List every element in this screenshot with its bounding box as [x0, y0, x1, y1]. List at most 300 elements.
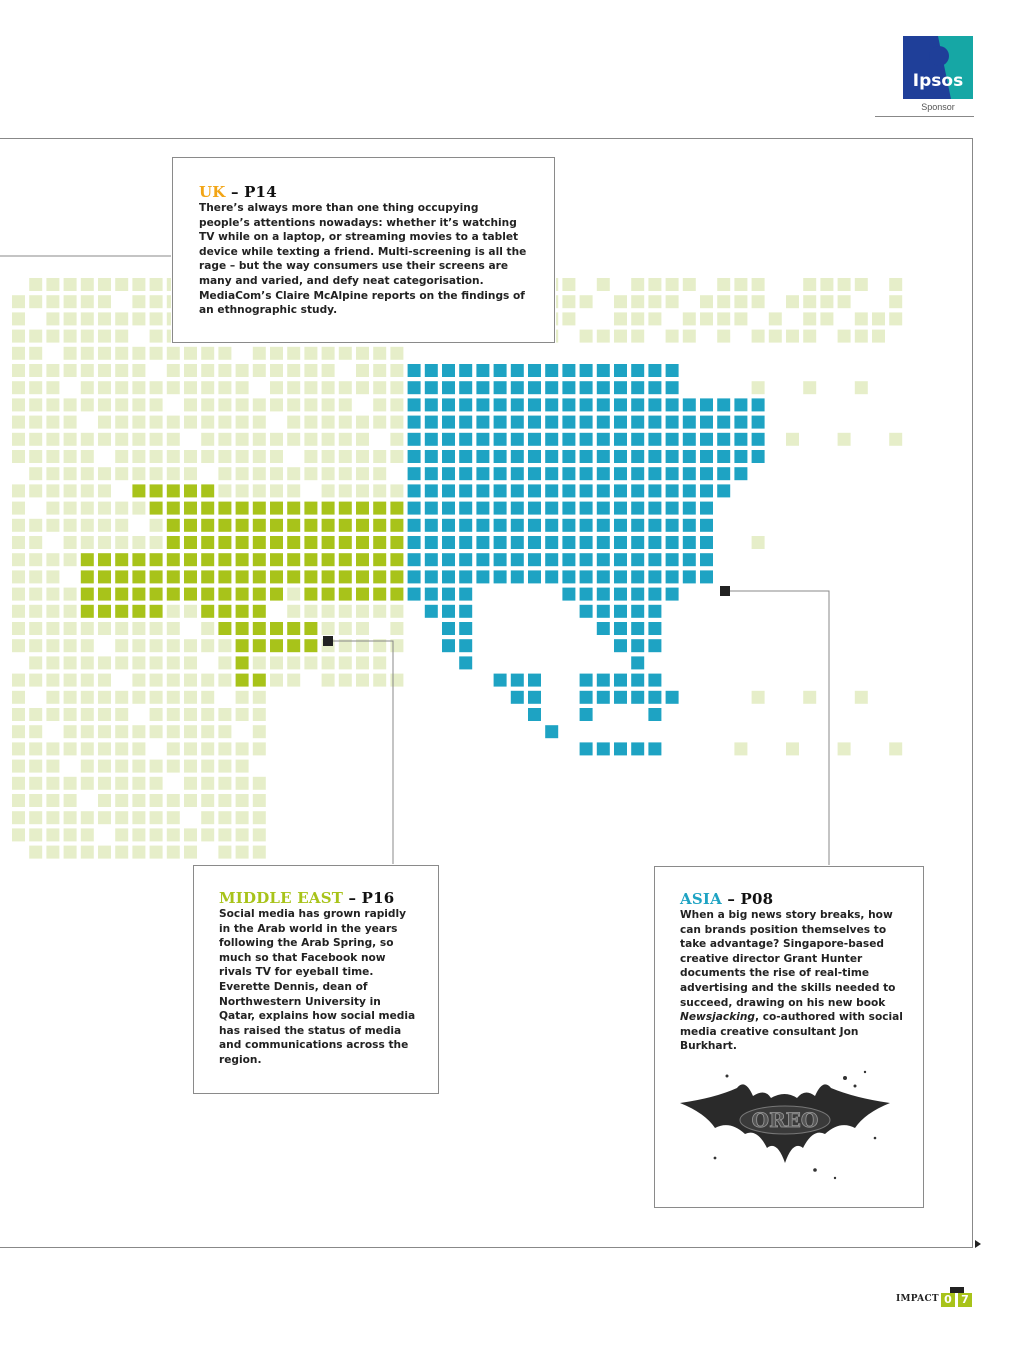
map-cell [339, 622, 352, 635]
map-cell-middle-east [236, 588, 249, 601]
asia-body [680, 908, 905, 1054]
map-cell-asia [494, 364, 507, 377]
map-cell [81, 381, 94, 394]
map-cell [838, 742, 851, 755]
map-cell [184, 656, 197, 669]
map-cell [46, 484, 59, 497]
map-cell [184, 416, 197, 429]
map-cell-middle-east [201, 588, 214, 601]
map-cell-asia [597, 484, 610, 497]
map-cell-asia [631, 639, 644, 652]
map-cell-asia [614, 570, 627, 583]
map-cell [167, 622, 180, 635]
map-cell-asia [614, 639, 627, 652]
map-cell [98, 760, 111, 773]
map-cell-middle-east [132, 484, 145, 497]
map-cell-asia [408, 570, 421, 583]
map-cell [81, 433, 94, 446]
map-cell [666, 278, 679, 291]
map-cell [218, 828, 231, 841]
map-cell [666, 295, 679, 308]
map-cell [339, 416, 352, 429]
map-cell [218, 433, 231, 446]
map-cell-asia [717, 467, 730, 480]
map-cell [201, 674, 214, 687]
map-cell-asia [700, 519, 713, 532]
map-cell-asia [631, 742, 644, 755]
map-cell-asia [666, 467, 679, 480]
map-cell-asia [666, 553, 679, 566]
map-cell [304, 605, 317, 618]
map-cell [889, 312, 902, 325]
map-cell-asia [459, 467, 472, 480]
map-cell-asia [511, 691, 524, 704]
map-cell-asia [648, 536, 661, 549]
map-cell [253, 364, 266, 377]
map-cell [64, 588, 77, 601]
map-cell-asia [425, 364, 438, 377]
map-cell [167, 708, 180, 721]
map-cell [46, 794, 59, 807]
map-cell [29, 725, 42, 738]
map-cell-middle-east [150, 605, 163, 618]
map-cell-asia [545, 364, 558, 377]
map-cell [132, 433, 145, 446]
map-cell-asia [580, 674, 593, 687]
map-cell [64, 622, 77, 635]
map-cell-asia [648, 691, 661, 704]
next-page-arrow-icon[interactable] [975, 1240, 981, 1248]
map-cell-middle-east [390, 502, 403, 515]
map-cell [236, 484, 249, 497]
map-cell-middle-east [304, 570, 317, 583]
map-cell [115, 656, 128, 669]
map-cell [752, 381, 765, 394]
map-cell [390, 674, 403, 687]
map-cell [150, 295, 163, 308]
map-cell [236, 708, 249, 721]
map-cell [322, 450, 335, 463]
map-cell-middle-east [115, 570, 128, 583]
map-cell-asia [408, 364, 421, 377]
map-cell [236, 416, 249, 429]
map-cell [81, 295, 94, 308]
map-cell [150, 656, 163, 669]
map-cell-asia [528, 364, 541, 377]
map-cell [98, 381, 111, 394]
map-cell [236, 450, 249, 463]
map-cell-middle-east [304, 536, 317, 549]
map-cell-middle-east [339, 588, 352, 601]
map-cell-middle-east [236, 570, 249, 583]
map-cell [12, 433, 25, 446]
map-cell [132, 846, 145, 859]
map-cell [115, 846, 128, 859]
map-cell-asia [631, 605, 644, 618]
map-cell-asia [580, 398, 593, 411]
map-cell [81, 330, 94, 343]
map-cell-middle-east [270, 519, 283, 532]
map-cell [803, 691, 816, 704]
map-cell [150, 398, 163, 411]
map-cell [236, 398, 249, 411]
map-cell-middle-east [201, 484, 214, 497]
map-cell-middle-east [132, 553, 145, 566]
page-number-digit-2: 7 [958, 1293, 972, 1307]
map-cell [373, 484, 386, 497]
map-cell-asia [494, 450, 507, 463]
map-cell [12, 639, 25, 652]
map-cell-asia [528, 691, 541, 704]
map-cell [717, 330, 730, 343]
map-cell [29, 467, 42, 480]
map-cell-asia [648, 364, 661, 377]
map-cell [872, 312, 885, 325]
map-cell [201, 708, 214, 721]
map-cell [253, 467, 266, 480]
map-cell [115, 777, 128, 790]
map-cell [29, 708, 42, 721]
map-cell-asia [580, 588, 593, 601]
map-cell [838, 295, 851, 308]
map-cell [46, 553, 59, 566]
map-cell-asia [528, 398, 541, 411]
map-cell [12, 519, 25, 532]
map-cell-middle-east [150, 588, 163, 601]
map-cell [46, 295, 59, 308]
map-cell [253, 846, 266, 859]
map-cell-asia [528, 502, 541, 515]
map-cell-asia [631, 656, 644, 669]
map-cell [270, 450, 283, 463]
map-cell [81, 312, 94, 325]
map-cell-asia [459, 364, 472, 377]
map-cell-asia [597, 519, 610, 532]
map-cell-asia [545, 381, 558, 394]
map-cell [167, 674, 180, 687]
map-cell-middle-east [218, 588, 231, 601]
uk-region: UK [199, 183, 226, 201]
map-cell [304, 433, 317, 446]
map-cell [115, 622, 128, 635]
map-cell [184, 381, 197, 394]
map-cell [150, 828, 163, 841]
map-cell [64, 364, 77, 377]
map-cell [184, 605, 197, 618]
map-cell-asia [614, 691, 627, 704]
map-cell [184, 794, 197, 807]
map-cell-asia [511, 398, 524, 411]
map-cell [270, 467, 283, 480]
map-cell [218, 484, 231, 497]
map-cell-asia [631, 381, 644, 394]
map-cell [98, 656, 111, 669]
map-cell-asia [425, 484, 438, 497]
map-cell [322, 381, 335, 394]
map-cell [46, 330, 59, 343]
map-cell-asia [511, 570, 524, 583]
map-cell [838, 330, 851, 343]
map-cell-asia [648, 484, 661, 497]
map-cell [167, 467, 180, 480]
map-cell [648, 278, 661, 291]
map-cell [46, 312, 59, 325]
map-cell-asia [614, 622, 627, 635]
map-cell [218, 708, 231, 721]
map-cell [236, 846, 249, 859]
map-cell [184, 398, 197, 411]
map-cell-asia [459, 622, 472, 635]
map-cell-asia [648, 433, 661, 446]
map-cell-middle-east [270, 536, 283, 549]
map-cell-asia [580, 433, 593, 446]
map-cell [12, 674, 25, 687]
map-cell [132, 691, 145, 704]
map-cell [631, 312, 644, 325]
map-cell [236, 381, 249, 394]
map-cell-asia [442, 433, 455, 446]
map-cell [12, 708, 25, 721]
map-cell [339, 347, 352, 360]
map-cell [64, 450, 77, 463]
map-cell [356, 674, 369, 687]
map-cell [29, 656, 42, 669]
map-cell [132, 828, 145, 841]
map-cell [29, 381, 42, 394]
map-cell-middle-east [322, 553, 335, 566]
map-cell-middle-east [253, 536, 266, 549]
map-cell-middle-east [253, 553, 266, 566]
map-cell [683, 330, 696, 343]
map-cell [752, 295, 765, 308]
map-cell-asia [545, 536, 558, 549]
map-cell-middle-east [356, 502, 369, 515]
map-cell [218, 347, 231, 360]
map-cell-asia [545, 519, 558, 532]
map-cell-middle-east [184, 536, 197, 549]
map-cell [339, 674, 352, 687]
map-cell [872, 330, 885, 343]
map-cell [287, 381, 300, 394]
map-cell [46, 278, 59, 291]
map-cell [98, 794, 111, 807]
map-cell [390, 605, 403, 618]
map-cell [390, 622, 403, 635]
map-cell [115, 639, 128, 652]
map-cell-middle-east [304, 502, 317, 515]
map-cell [150, 708, 163, 721]
map-cell-middle-east [236, 536, 249, 549]
map-cell-asia [648, 519, 661, 532]
map-cell [580, 295, 593, 308]
map-cell [98, 416, 111, 429]
map-cell-middle-east [115, 553, 128, 566]
uk-article-box[interactable] [172, 157, 555, 343]
map-cell [184, 364, 197, 377]
map-cell-asia [597, 381, 610, 394]
map-cell [46, 605, 59, 618]
map-cell [98, 519, 111, 532]
map-cell [184, 846, 197, 859]
map-cell [29, 278, 42, 291]
map-cell [12, 484, 25, 497]
map-cell-asia [494, 398, 507, 411]
map-cell [46, 450, 59, 463]
map-cell-asia [631, 691, 644, 704]
middle-east-article-box[interactable] [193, 865, 439, 1094]
map-cell [29, 364, 42, 377]
map-cell [167, 364, 180, 377]
map-cell-middle-east [356, 588, 369, 601]
middle-east-page: P16 [361, 889, 395, 907]
map-cell [270, 347, 283, 360]
map-cell-middle-east [184, 570, 197, 583]
map-cell [132, 794, 145, 807]
map-cell [150, 381, 163, 394]
map-cell [46, 691, 59, 704]
map-cell [115, 381, 128, 394]
map-cell-asia [511, 502, 524, 515]
map-cell [201, 828, 214, 841]
map-cell [167, 794, 180, 807]
map-cell [29, 519, 42, 532]
map-cell [81, 708, 94, 721]
map-cell [115, 278, 128, 291]
map-cell [236, 811, 249, 824]
map-cell [339, 467, 352, 480]
map-cell-asia [614, 381, 627, 394]
map-cell [614, 295, 627, 308]
map-cell-asia [442, 398, 455, 411]
map-cell-asia [597, 622, 610, 635]
map-cell [803, 295, 816, 308]
map-cell-asia [717, 416, 730, 429]
map-cell-middle-east [98, 570, 111, 583]
map-cell-asia [494, 381, 507, 394]
map-cell-middle-east [270, 502, 283, 515]
map-cell-asia [528, 467, 541, 480]
map-cell [132, 656, 145, 669]
map-cell-asia [408, 502, 421, 515]
map-cell-asia [614, 502, 627, 515]
map-cell [580, 330, 593, 343]
map-cell [614, 330, 627, 343]
map-cell-asia [648, 502, 661, 515]
oreo-image-text: OREO [751, 1108, 819, 1132]
map-cell-asia [459, 656, 472, 669]
map-cell [12, 502, 25, 515]
map-cell-asia [476, 484, 489, 497]
map-cell-asia [562, 536, 575, 549]
map-cell [201, 347, 214, 360]
map-cell-middle-east [236, 553, 249, 566]
map-cell-middle-east [373, 536, 386, 549]
map-cell-asia [666, 691, 679, 704]
map-cell [167, 639, 180, 652]
map-cell [356, 416, 369, 429]
map-cell-asia [614, 450, 627, 463]
map-cell-middle-east [201, 502, 214, 515]
map-cell-asia [408, 450, 421, 463]
map-cell [356, 656, 369, 669]
map-cell [29, 570, 42, 583]
map-cell [631, 278, 644, 291]
map-cell-asia [425, 519, 438, 532]
map-cell [98, 484, 111, 497]
map-cell [287, 364, 300, 377]
map-cell-asia [511, 536, 524, 549]
map-cell-asia [442, 605, 455, 618]
map-cell-asia [562, 416, 575, 429]
map-cell [81, 674, 94, 687]
map-cell [46, 828, 59, 841]
map-cell-middle-east [218, 553, 231, 566]
map-cell [46, 622, 59, 635]
map-cell-asia [459, 416, 472, 429]
map-cell [339, 450, 352, 463]
map-cell-middle-east [167, 484, 180, 497]
map-cell [12, 416, 25, 429]
map-cell [29, 433, 42, 446]
map-cell [132, 312, 145, 325]
map-cell [253, 725, 266, 738]
map-cell-asia [648, 708, 661, 721]
map-cell-middle-east [304, 622, 317, 635]
map-cell [734, 742, 747, 755]
map-cell [46, 777, 59, 790]
map-cell [322, 416, 335, 429]
map-cell [752, 330, 765, 343]
map-cell-asia [459, 570, 472, 583]
map-cell-middle-east [287, 536, 300, 549]
map-cell [184, 777, 197, 790]
map-cell [12, 398, 25, 411]
map-cell-asia [648, 398, 661, 411]
map-cell [253, 398, 266, 411]
map-cell [150, 416, 163, 429]
map-cell [752, 691, 765, 704]
map-cell [98, 536, 111, 549]
map-cell [287, 433, 300, 446]
map-cell [304, 381, 317, 394]
map-cell-asia [562, 467, 575, 480]
map-cell-asia [631, 467, 644, 480]
map-cell-asia [545, 433, 558, 446]
map-cell [356, 347, 369, 360]
map-cell-asia [580, 708, 593, 721]
map-cell [356, 364, 369, 377]
map-cell-asia [408, 467, 421, 480]
map-cell-asia [700, 416, 713, 429]
map-cell-asia [614, 467, 627, 480]
map-cell [270, 674, 283, 687]
map-cell [98, 347, 111, 360]
map-cell [29, 330, 42, 343]
map-cell [339, 484, 352, 497]
map-cell [150, 674, 163, 687]
map-cell-middle-east [98, 553, 111, 566]
map-cell [12, 622, 25, 635]
asia-connector-line [726, 591, 829, 866]
map-cell [132, 536, 145, 549]
map-cell [132, 811, 145, 824]
map-cell [562, 278, 575, 291]
map-cell-asia [597, 467, 610, 480]
map-cell [12, 312, 25, 325]
map-cell [115, 828, 128, 841]
map-cell-asia [425, 416, 438, 429]
map-cell-middle-east [81, 553, 94, 566]
